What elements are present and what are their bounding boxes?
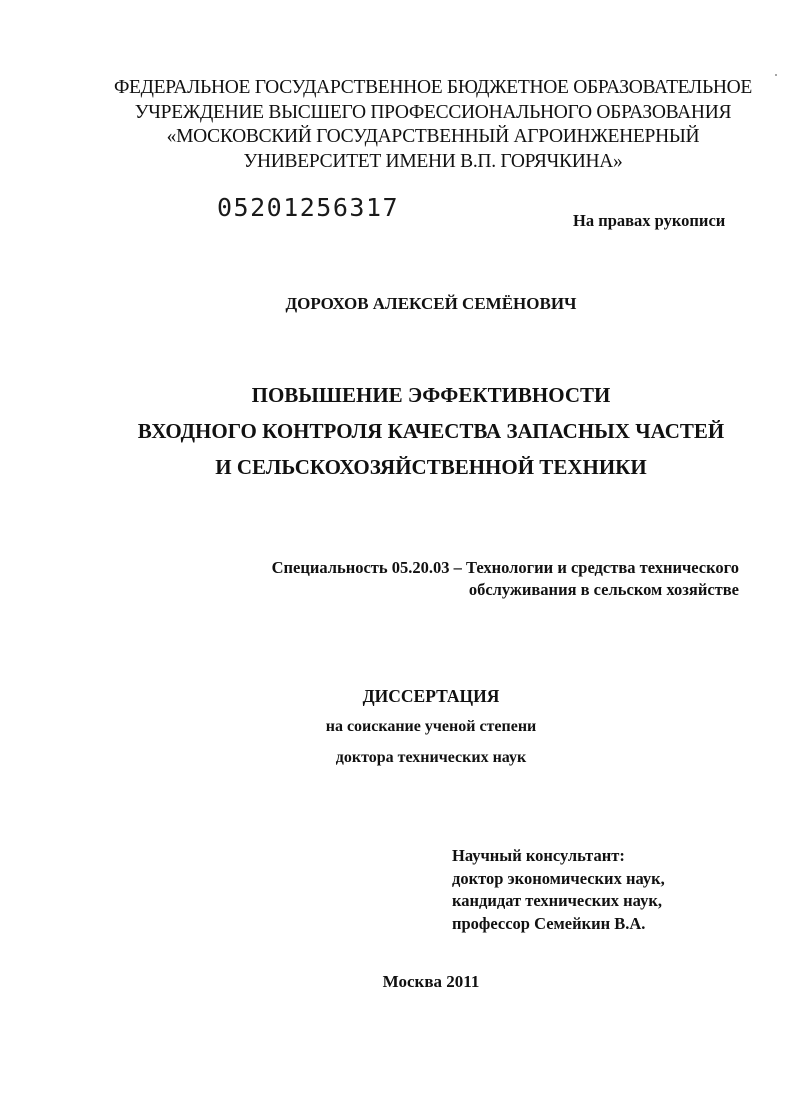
institution-line: «МОСКОВСКИЙ ГОСУДАРСТВЕННЫЙ АГРОИНЖЕНЕРНЫЙ [166,126,700,147]
institution-line: УЧРЕЖДЕНИЕ ВЫСШЕГО ПРОФЕССИОНАЛЬНОГО ОБРАЗОВАНИЯ [134,101,732,123]
scan-speck [775,74,777,76]
dissertation-heading: ДИССЕРТАЦИЯ [362,686,500,706]
title-line: ВХОДНОГО КОНТРОЛЯ КАЧЕСТВА ЗАПАСНЫХ ЧАСТЕЙ [137,419,725,443]
title-line: И СЕЛЬСКОХОЗЯЙСТВЕННОЙ ТЕХНИКИ [215,455,647,479]
institution-header [0,76,796,174]
degree-line-2: доктора технических наук [335,749,527,766]
registration-stamp-number: 05201256317 [217,193,400,222]
consultant-line: кандидат технических наук, [452,891,662,910]
degree-line-1: на соискание ученой степени [325,718,537,735]
consultant-line: Научный консультант: [452,846,625,865]
institution-line: УНИВЕРСИТЕТ ИМЕНИ В.П. ГОРЯЧКИНА» [243,150,623,172]
dissertation-degree-block [0,684,796,772]
dissertation-title [0,377,796,485]
place-and-year: Москва 2011 [382,972,480,991]
scientific-consultant-block [452,845,665,935]
title-line: ПОВЫШЕНИЕ ЭФФЕКТИВНОСТИ [251,383,611,407]
specialty-line: Специальность 05.20.03 – Технологии и средства технического [271,558,739,577]
institution-line: ФЕДЕРАЛЬНОЕ ГОСУДАРСТВЕННОЕ БЮДЖЕТНОЕ ОБРАЗОВАТЕЛЬНОЕ [113,77,753,98]
manuscript-rights-note: На правах рукописи [573,211,726,230]
specialty-line: обслуживания в сельском хозяйстве [468,580,739,599]
specialty-block [272,557,739,601]
author-name: ДОРОХОВ АЛЕКСЕЙ СЕМЁНОВИЧ [285,294,577,313]
consultant-line: доктор экономических наук, [452,868,665,888]
consultant-line: профессор Семейкин В.А. [452,913,646,933]
